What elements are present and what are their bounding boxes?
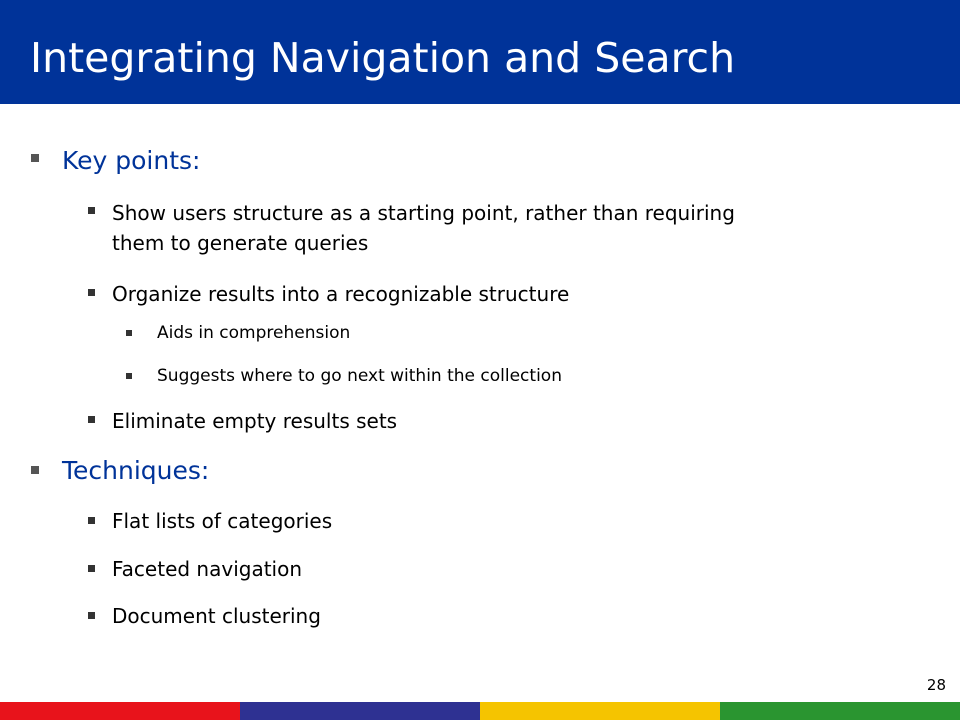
square-bullet-icon — [88, 565, 95, 572]
slide-title: Integrating Navigation and Search — [30, 34, 736, 82]
footer-segment-blue — [240, 702, 480, 720]
bullet-text-continued: them to generate queries — [112, 231, 369, 255]
bullet-text: Flat lists of categories — [112, 509, 333, 533]
footer-segment-red — [0, 702, 240, 720]
bullet-text: Show users structure as a starting point, rather than requiring — [112, 201, 735, 225]
bullet-text: Organize results into a recognizable structure — [112, 282, 570, 306]
square-bullet-icon — [88, 612, 95, 619]
square-bullet-icon — [126, 330, 132, 336]
bullet-text: Eliminate empty results sets — [112, 409, 398, 433]
footer-segment-green — [720, 702, 960, 720]
square-bullet-icon — [88, 289, 95, 296]
footer-color-bar — [0, 702, 960, 720]
square-bullet-icon — [31, 466, 39, 474]
footer-segment-yellow — [480, 702, 720, 720]
square-bullet-icon — [88, 517, 95, 524]
square-bullet-icon — [126, 373, 132, 379]
sub-bullet-text: Aids in comprehension — [157, 323, 351, 343]
square-bullet-icon — [88, 416, 95, 423]
square-bullet-icon — [31, 154, 39, 162]
bullet-text: Document clustering — [112, 604, 321, 628]
bullet-text: Faceted navigation — [112, 557, 303, 581]
square-bullet-icon — [88, 207, 95, 214]
sub-bullet-text: Suggests where to go next within the collection — [157, 366, 562, 386]
page-number: 28 — [926, 676, 946, 694]
heading-key-points: Key points: — [62, 146, 201, 175]
heading-techniques: Techniques: — [62, 456, 210, 485]
